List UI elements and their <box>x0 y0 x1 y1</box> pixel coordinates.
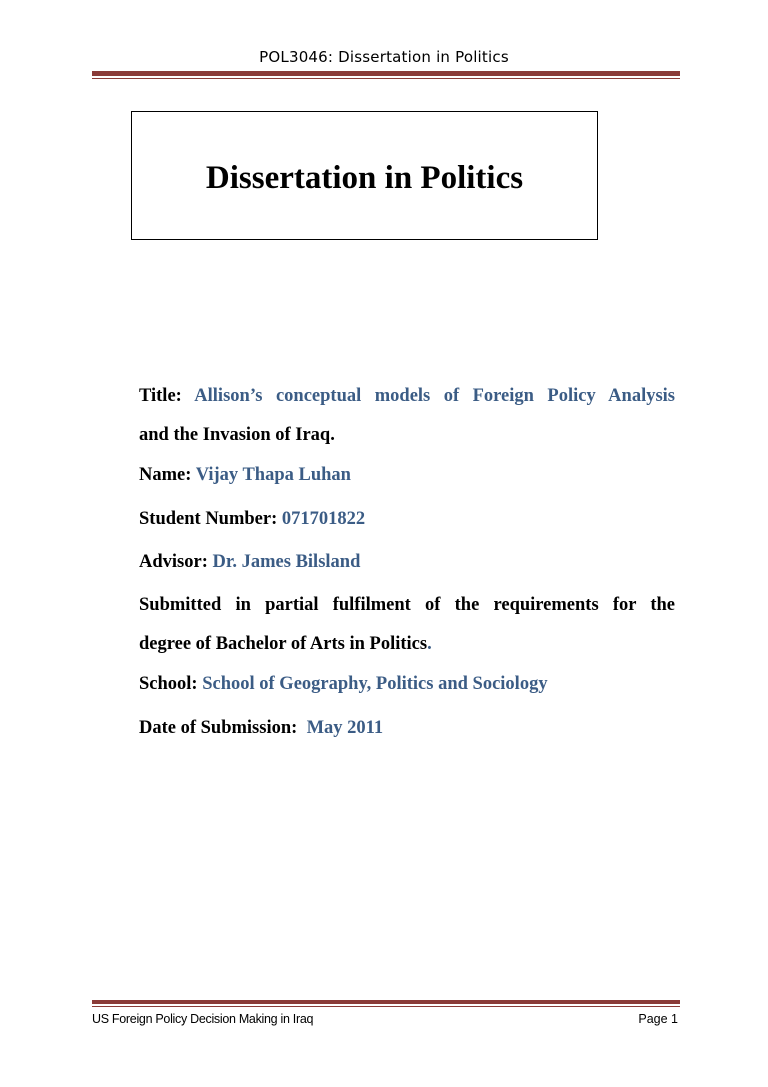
school-value: School of Geography, Politics and Sociology <box>202 674 548 694</box>
advisor-value: Dr. James Bilsland <box>212 552 361 572</box>
advisor-label: Advisor: <box>139 552 208 572</box>
title-value-part2: and the Invasion of Iraq. <box>139 425 335 445</box>
submitted-line-1: Submitted in partial fulfilment of the requirements for the <box>139 595 675 615</box>
school-line <box>139 674 675 695</box>
title-label: Title: <box>139 386 182 406</box>
title-box <box>131 111 598 240</box>
name-line <box>139 465 675 486</box>
header-rule-thin <box>92 78 680 79</box>
document-title: Dissertation in Politics <box>205 160 524 196</box>
title-value-part1: Allison’s conceptual models of Foreign Policy Analysis <box>194 386 675 406</box>
date-label: Date of Submission: <box>139 718 298 738</box>
title-line-1 <box>139 386 675 407</box>
submitted-period: . <box>427 634 432 654</box>
advisor-line <box>139 552 675 573</box>
footer-rule-thin <box>92 1006 680 1007</box>
footer-rule <box>92 1000 680 1004</box>
submitted-line-2 <box>139 634 675 655</box>
student-number-label: Student Number: <box>139 509 278 529</box>
submitted-text-2: degree of Bachelor of Arts in Politics <box>139 634 428 654</box>
student-number-value: 071701822 <box>281 509 366 529</box>
date-value: May 2011 <box>306 718 384 738</box>
name-label: Name: <box>139 465 192 485</box>
header-rule <box>92 71 680 76</box>
date-line <box>139 718 675 739</box>
school-label: School: <box>139 674 198 694</box>
page-header-title: POL3046: Dissertation in Politics <box>259 48 509 66</box>
footer-running-title: US Foreign Policy Decision Making in Iraq <box>92 1012 314 1026</box>
name-value: Vijay Thapa Luhan <box>195 465 351 485</box>
page-number: Page 1 <box>638 1012 678 1026</box>
student-number-line <box>139 509 675 530</box>
